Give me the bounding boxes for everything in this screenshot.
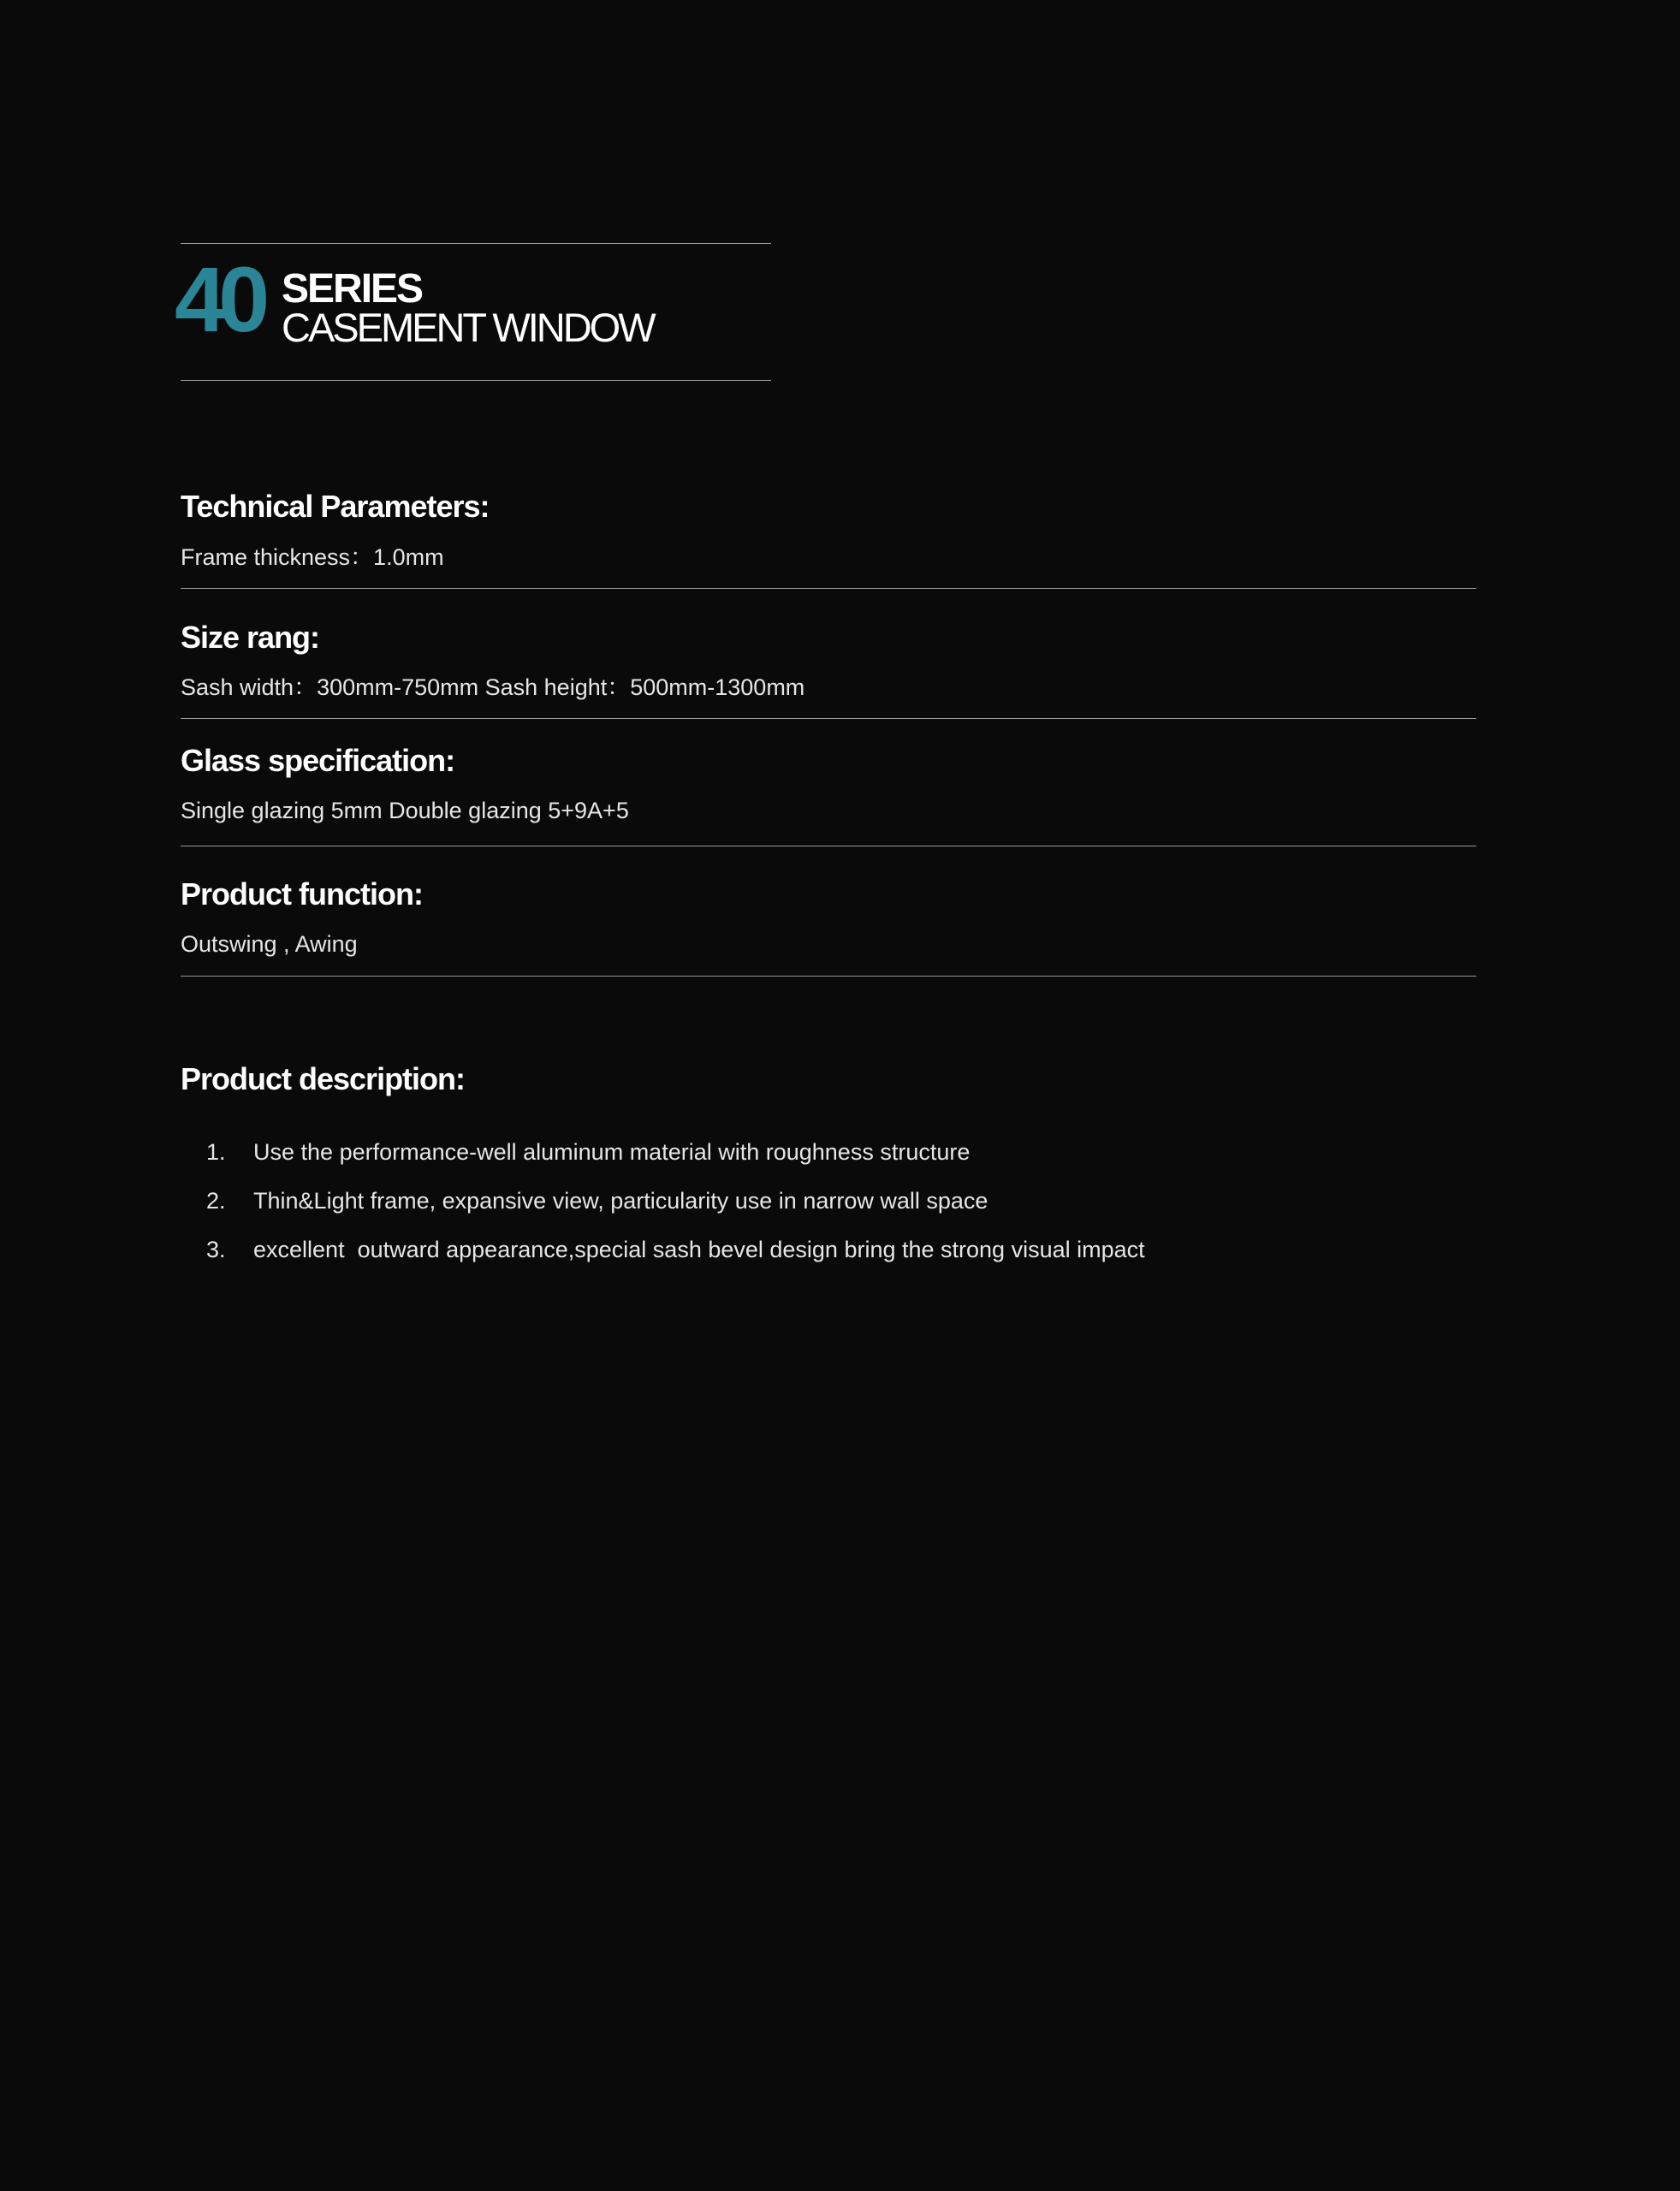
section-divider (181, 718, 1476, 719)
size-range-heading: Size rang: (181, 620, 320, 655)
size-range-value: Sash width：300mm-750mm Sash height：500mm-1300mm (181, 674, 805, 700)
list-item-text: Use the performance-well aluminum material with roughness structure (253, 1139, 971, 1165)
product-function-heading: Product function: (181, 876, 423, 911)
series-label: SERIES (282, 266, 423, 312)
section-divider (181, 976, 1476, 977)
series-number: 40 (175, 247, 263, 351)
product-description-heading: Product description: (181, 1061, 466, 1096)
frame-thickness-value: Frame thickness：1.0mm (181, 544, 444, 570)
list-item-text: excellent outward appearance,special sash bevel design bring the strong visual impact (253, 1237, 1145, 1262)
title-bottom-rule (181, 380, 771, 381)
product-function-value: Outswing , Awing (181, 931, 358, 957)
glass-specification-value: Single glazing 5mm Double glazing 5+9A+5 (181, 798, 629, 823)
title-top-rule (181, 243, 771, 244)
section-divider (181, 588, 1476, 589)
technical-parameters-heading: Technical Parameters: (181, 489, 490, 524)
list-item (181, 1215, 1145, 1285)
list-item-text: Thin&Light frame, expansive view, particularity use in narrow wall space (253, 1188, 988, 1214)
list-item-number: 2. (206, 1188, 226, 1214)
list-item-number: 1. (206, 1139, 226, 1165)
product-name: CASEMENT WINDOW (282, 305, 654, 350)
glass-specification-heading: Glass specification: (181, 743, 455, 778)
list-item-number: 3. (206, 1237, 226, 1262)
